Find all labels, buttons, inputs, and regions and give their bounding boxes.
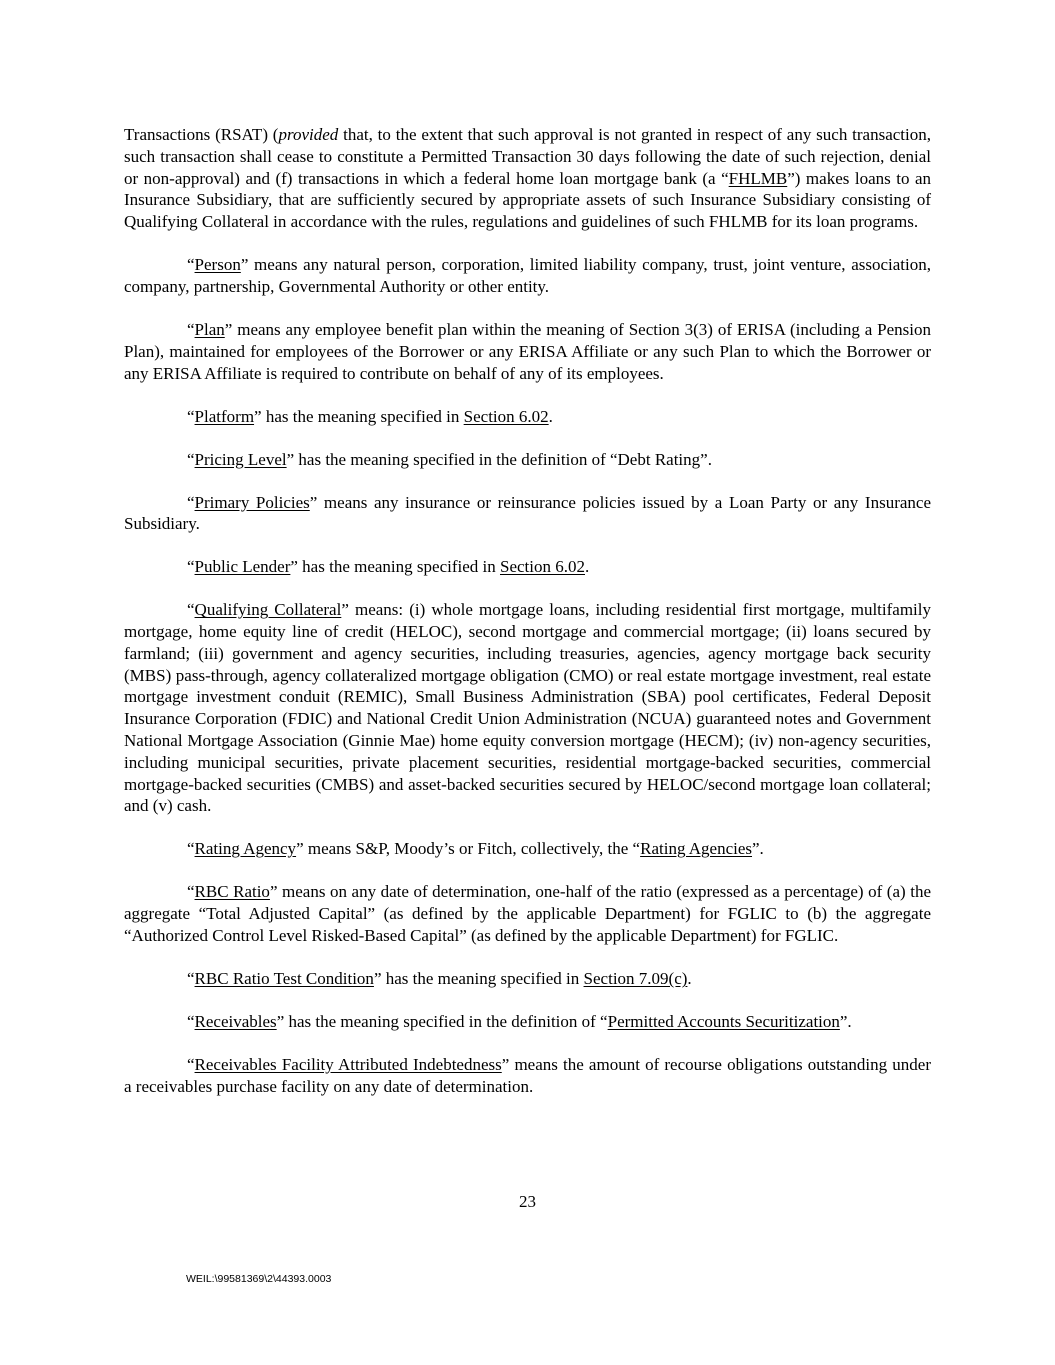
defined-term: Pricing Level <box>194 449 287 469</box>
text: “ <box>187 600 195 620</box>
text: ” has the meaning specified in <box>373 968 584 988</box>
definition-receivables-facility-attributed-indebtedness <box>124 1054 931 1098</box>
definition-primary-policies <box>124 492 931 536</box>
definition-qualifying-collateral <box>124 599 931 817</box>
defined-term: Permitted Accounts Securitization <box>607 1011 840 1031</box>
defined-term-fhlmb: FHLMB <box>728 168 788 188</box>
text: . <box>687 968 692 988</box>
text: . <box>585 557 590 577</box>
defined-term: Receivables Facility Attributed Indebtedness <box>194 1054 502 1074</box>
text: ” has the meaning specified in <box>290 557 500 577</box>
defined-term: Public Lender <box>194 557 291 577</box>
text: “ <box>187 557 195 577</box>
text: “ <box>187 1054 195 1074</box>
definition-rating-agency <box>124 838 931 860</box>
text: . <box>548 406 553 426</box>
section-reference: Section 6.02 <box>500 557 585 577</box>
text: ” means the amount of recourse obligations outstanding under a receivables purchase facility on any date of determination. <box>124 1054 931 1096</box>
definition-platform <box>124 406 931 428</box>
text: “ <box>187 406 195 426</box>
defined-term: Rating Agencies <box>640 839 753 859</box>
text: ” means any natural person, corporation, limited liability company, trust, joint venture, association, company, partnership, Governmental Authority or other entity. <box>124 255 931 296</box>
text: “ <box>187 839 195 859</box>
defined-term: Platform <box>194 406 255 426</box>
text: ” means on any date of determination, one-half of the ratio (expressed as a percentage) of (a) the aggregate “Total Adjusted Capital” (as defined by the applicable Department) for FGLIC to (b) the aggregate “Authorized Control Level Risked-Based Capital” (as defined by the applicable Department) for FGLIC. <box>124 882 931 945</box>
text: ”) makes loans to an Insurance Subsidiary, that are sufficiently secured by appropriate assets of such Insurance Subsidiary consisting of Qualifying Collateral in accordance with the rules, regulations and guidelines of such FHLMB for its loan programs. <box>124 168 932 232</box>
defined-term: Receivables <box>194 1011 277 1031</box>
text: ” means any employee benefit plan within the meaning of Section 3(3) of ERISA (including a Pension Plan), maintained for employees of the Borrower or any ERISA Affiliate or any such Plan to which the Borrower or any ERISA Affiliate is required to contribute on behalf of any of its employees. <box>124 319 931 383</box>
paragraph-permitted-transaction-continuation <box>124 124 931 233</box>
text: “ <box>187 449 195 469</box>
section-reference: Section 7.09(c) <box>583 968 688 988</box>
definition-rbc-ratio-test-condition <box>124 968 931 990</box>
defined-term: RBC Ratio Test Condition <box>194 968 374 988</box>
page-number: 23 <box>519 1192 536 1211</box>
defined-term: Qualifying Collateral <box>194 600 342 620</box>
text: ”. <box>752 839 764 859</box>
defined-term: RBC Ratio <box>194 882 270 902</box>
text: ” has the meaning specified in the definition of “Debt Rating”. <box>286 449 712 469</box>
definition-public-lender <box>124 556 931 578</box>
text: “ <box>187 968 195 988</box>
text: that, to the extent that such approval is not granted in respect of any such transaction, such transaction shall cease to constitute a Permitted Transaction 30 days following the date of such rejection, denial or non-approval) and (f) transactions in which a federal home loan mortgage bank (a “ <box>124 125 931 188</box>
definition-person <box>124 254 931 298</box>
definition-receivables <box>124 1011 931 1033</box>
defined-term: Rating Agency <box>194 839 297 859</box>
definition-plan <box>124 319 931 384</box>
text: ” has the meaning specified in the definition of “ <box>276 1011 608 1031</box>
definition-pricing-level <box>124 449 931 471</box>
defined-term: Person <box>194 255 241 275</box>
text: ” has the meaning specified in <box>254 406 464 426</box>
definition-rbc-ratio <box>124 881 931 946</box>
text: “ <box>187 882 195 902</box>
text: “ <box>187 255 195 275</box>
text: ” means: (i) whole mortgage loans, including residential first mortgage, multifamily mortgage, home equity line of credit (HELOC), second mortgage and commercial mortgage; (ii) loans secured by farmland; (iii) government and agency securities, including treasuries, agencies, agency mortgage back security (MBS) pass-through, agency collateralized mortgage obligation (CMO) or real estate mortgage investment, real estate mortgage investment conduit (REMIC), Small Business Administration (SBA) pool certificates, Federal Deposit Insurance Corporation (FDIC) and National Credit Union Administration (NCUA) guaranteed notes and Government National Mortgage Association (Ginnie Mae) home equity conversion mortgage (HECM); (iv) non-agency securities, including municipal securities, private placement securities, residential mortgage-backed securities, commercial mortgage-backed securities (CMBS) and asset-backed securities secured by HELOC/second mortgage loan collateral; and (v) cash. <box>124 600 931 816</box>
text: ”. <box>839 1011 852 1031</box>
document-footer-id: WEIL:\99581369\2\44393.0003 <box>186 1273 332 1285</box>
text: ” means any insurance or reinsurance policies issued by a Loan Party or any Insurance Subsidiary. <box>124 492 931 534</box>
text: “ <box>187 492 195 512</box>
defined-term: Plan <box>194 319 225 339</box>
text: ” means S&P, Moody’s or Fitch, collectively, the “ <box>296 839 641 859</box>
section-reference: Section 6.02 <box>463 406 549 426</box>
text: “ <box>187 1011 195 1031</box>
defined-term: Primary Policies <box>194 492 310 512</box>
text: Transactions (RSAT) ( <box>124 125 279 144</box>
italic-term: provided <box>278 125 339 144</box>
text: “ <box>187 319 195 339</box>
document-body <box>124 124 931 1119</box>
